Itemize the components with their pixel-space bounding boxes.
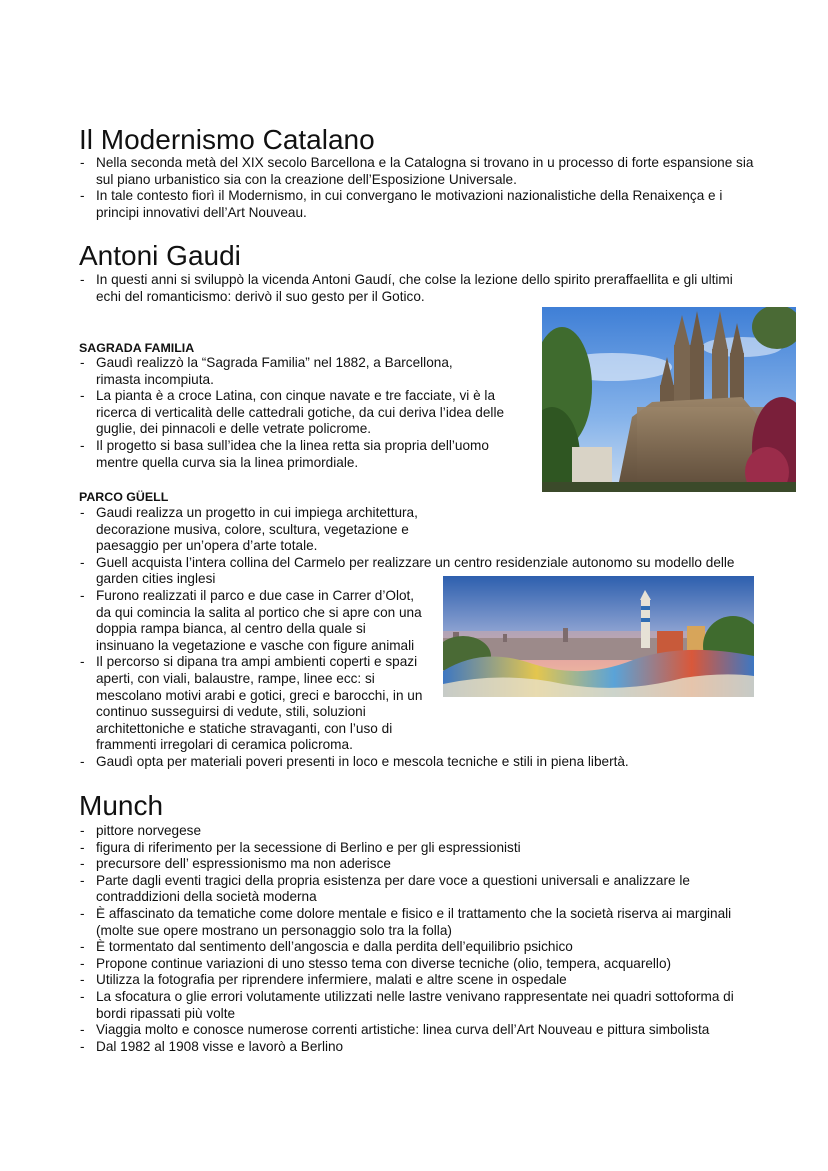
munch-list: [79, 823, 759, 1055]
list-item: - È affascinato da tematiche come dolore mentale e fisico e il trattamento che la società riserva ai marginali (molte sue opere mostrano un personaggio solo tra la folla): [79, 906, 759, 939]
subheading-sagrada-familia: SAGRADA FAMILIA: [79, 341, 195, 355]
subheading-parco-guell: PARCO GÜELL: [79, 490, 169, 504]
list-item: - Gaudi realizza un progetto in cui impiega architettura, decorazione musiva, colore, scultura, vegetazione e paesaggio per un’opera d’arte totale.: [79, 505, 769, 555]
list-item: - La pianta è a croce Latina, con cinque navate e tre facciate, vi è la ricerca di verticalità delle cattedrali gotiche, da cui deriva l’idea delle guglie, dei pinnacoli e delle vetrate policrome.: [79, 388, 509, 438]
parco-list: [79, 505, 769, 771]
list-item: - Il progetto si basa sull’idea che la linea retta sia propria dell’uomo mentre quella curva sia la linea primordiale.: [79, 438, 509, 471]
list-item: - In tale contesto fiorì il Modernismo, in cui convergano le motivazioni nazionalistiche della Renaixença e i principi innovativi dell’Art Nouveau.: [79, 188, 759, 221]
list-item: - Viaggia molto e conosce numerose correnti artistiche: linea curva dell’Art Nouveau e pittura simbolista: [79, 1022, 759, 1039]
list-item: - Gaudì opta per materiali poveri presenti in loco e mescola tecniche e stili in piena libertà.: [79, 754, 769, 771]
list-item: - È tormentato dal sentimento dell’angoscia e dalla perdita dell’equilibrio psichico: [79, 939, 759, 956]
list-item: - figura di riferimento per la secessione di Berlino e per gli espressionisti: [79, 840, 759, 857]
list-item: - La sfocatura o glie errori volutamente utilizzati nelle lastre venivano rappresentate nei quadri sottoforma di bordi ripassati più volte: [79, 989, 759, 1022]
list-item: - pittore norvegese: [79, 823, 759, 840]
list-item: - Propone continue variazioni di uno stesso tema con diverse tecniche (olio, tempera, acquarello): [79, 956, 759, 973]
list-item: - precursore dell’ espressionismo ma non aderisce: [79, 856, 759, 873]
list-item: - Nella seconda metà del XIX secolo Barcellona e la Catalogna si trovano in u processo di forte espansione sia sul piano urbanistico sia con la creazione dell’Esposizione Universale.: [79, 155, 759, 188]
list-item: - Dal 1982 al 1908 visse e lavorò a Berlino: [79, 1039, 759, 1056]
section-title-modernismo: Il Modernismo Catalano: [79, 124, 375, 155]
sagrada-familia-photo: [542, 307, 796, 492]
section-title-gaudi: Antoni Gaudi: [79, 240, 241, 271]
gaudi-intro-list: [79, 272, 751, 305]
list-item: - Parte dagli eventi tragici della propria esistenza per dare voce a questioni universali e analizzare le contraddizioni della società moderna: [79, 873, 759, 906]
list-item: - Gaudì realizzò la “Sagrada Familia” nel 1882, a Barcellona, rimasta incompiuta.: [79, 355, 509, 388]
list-item: - Utilizza la fotografia per riprendere infermiere, malati e altre scene in ospedale: [79, 972, 759, 989]
list-item: - Furono realizzati il parco e due case in Carrer d’Olot, da qui comincia la salita al portico che si apre con una doppia rampa bianca, al centro della quale si insinuano la vegetazione e vasche con figure animali: [79, 588, 769, 654]
modernismo-list: [79, 155, 759, 221]
list-item: - Il percorso si dipana tra ampi ambienti coperti e spazi aperti, con viali, balaustre, rampe, linee ecc: si mescolano motivi arabi e gotici, greci e barocchi, in un continuo susseguirsi di vedute, stili, soluzioni architettoniche e statiche stravaganti, con l’uso di frammenti irregolari di ceramica policroma.: [79, 654, 769, 754]
list-item: - In questi anni si sviluppò la vicenda Antoni Gaudí, che colse la lezione dello spirito preraffaellita e gli ultimi echi del romanticismo: derivò il suo gesto per il Gotico.: [79, 272, 751, 305]
list-item: - Guell acquista l’intera collina del Carmelo per realizzare un centro residenziale autonomo su modello delle garden cities inglesi: [79, 555, 769, 588]
section-title-munch: Munch: [79, 790, 164, 821]
sagrada-list: [79, 355, 509, 471]
